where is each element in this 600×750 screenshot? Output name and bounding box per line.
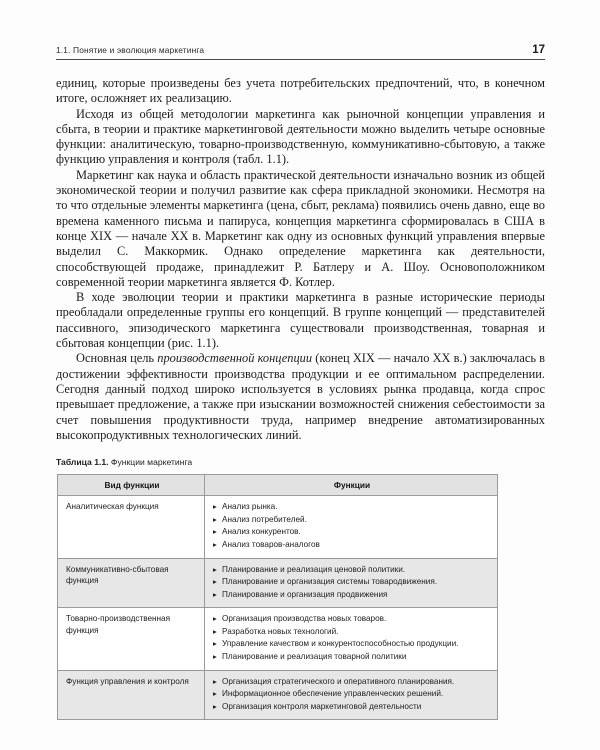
list-item: ▸ Анализ потребителей. <box>213 514 491 526</box>
running-head <box>56 44 545 60</box>
bullet-list <box>213 613 491 662</box>
table-caption-number: Таблица 1.1. <box>56 457 109 468</box>
cell-function-kind: Коммуникативно-сбытовая функция <box>58 558 205 608</box>
table-row <box>58 558 498 608</box>
list-item: ▸ Информационное обеспечение управленческих решений. <box>213 688 491 700</box>
paragraph-remainder: (конец XIX — начало XX в.) заключалась в достижении эффективности производства продукции и ее оптимальном распределении. Сегодня данный подход широко используется в условиях рынка продавца, когда спрос превышает предложение, а также при изыскании возможностей снижения себестоимости за счет повышения продуктивности труда, например внедрение автоматизированных высокопродуктивных технологических линий. <box>56 351 545 442</box>
list-item: ▸ Анализ конкурентов. <box>213 526 491 538</box>
list-item: ▸ Анализ рынка. <box>213 501 491 513</box>
table-caption-text: Функции маркетинга <box>108 457 193 468</box>
cell-function-list <box>205 670 498 720</box>
body-text <box>56 76 545 443</box>
bullet-list <box>213 676 491 713</box>
page-content <box>56 44 545 720</box>
paragraph: В ходе эволюции теории и практики маркетинга в разные исторические периоды преобладали определенные группы его концепций. В группе концепций — представителей пассивного, эпизодического маркетинга существовали производственная, товарная и сбытовая концепции (рис. 1.1). <box>56 290 545 351</box>
table-caption <box>56 457 545 467</box>
column-header-kind: Вид функции <box>58 475 205 496</box>
list-item: ▸ Планирование и реализация ценовой политики. <box>213 564 491 576</box>
list-item: ▸ Разработка новых технологий. <box>213 626 491 638</box>
cell-function-list <box>205 608 498 670</box>
list-item: ▸ Организация производства новых товаров. <box>213 613 491 625</box>
table-row <box>58 608 498 670</box>
paragraph: Исходя из общей методологии маркетинга как рыночной концепции управления и сбыта, в теории и практике маркетинговой деятельности можно выделить четыре основные функции: аналитическую, товарно-производственную, коммуникативно-сбытовую, а также функцию управления и контроля (табл. 1.1). <box>56 106 545 167</box>
cell-function-kind: Аналитическая функция <box>58 496 205 558</box>
list-item: ▸ Анализ товаров-аналогов <box>213 539 491 551</box>
italic-term: производственной концепции <box>157 351 313 366</box>
list-item: ▸ Организация стратегического и оперативного планирования. <box>213 676 491 688</box>
table-row <box>58 670 498 720</box>
table-header <box>58 475 498 496</box>
table-header-row <box>58 475 498 496</box>
paragraph-lead-in: Основная цель <box>76 351 158 366</box>
cell-function-kind: Функция управления и контроля <box>58 670 205 720</box>
cell-function-list <box>205 496 498 558</box>
marketing-functions-table <box>57 474 498 720</box>
bullet-list <box>213 564 491 601</box>
list-item: ▸ Планирование и организация системы товародвижения. <box>213 576 491 588</box>
list-item: ▸ Планирование и организация продвижения <box>213 589 491 601</box>
running-head-title: 1.1. Понятие и эволюция маркетинга <box>56 45 205 55</box>
page-number: 17 <box>532 44 545 56</box>
table-row <box>58 496 498 558</box>
paragraph: Маркетинг как наука и область практической деятельности изначально возник из общей экономической теории и получил развитие как сфера прикладной экономики. Несмотря на то что отдельные элементы маркетинга (цена, сбыт, реклама) появились очень давно, еще во времена каменного письма и папируса, концепция маркетинга сформировалась в США в конце XIX — начале XX в. Маркетинг как одну из основных функций управления впервые выделил С. Маккормик. Однако определение маркетинга как деятельности, способствующей продаже, принадлежит Р. Батлеру и А. Шоу. Основоположником современной теории маркетинга является Ф. Котлер. <box>56 167 545 289</box>
table-body <box>58 496 498 720</box>
list-item: ▸ Организация контроля маркетинговой деятельности <box>213 701 491 713</box>
paragraph-with-italic-term <box>56 351 545 443</box>
cell-function-list <box>205 558 498 608</box>
bullet-list <box>213 501 491 550</box>
column-header-functions: Функции <box>205 475 498 496</box>
list-item: ▸ Планирование и реализация товарной политики <box>213 651 491 663</box>
cell-function-kind: Товарно-производственная функция <box>58 608 205 670</box>
paragraph: единиц, которые произведены без учета потребительских предпочтений, что, в конечном итоге, осложняет их реализацию. <box>56 76 545 106</box>
list-item: ▸ Управление качеством и конкурентоспособностью продукции. <box>213 638 491 650</box>
